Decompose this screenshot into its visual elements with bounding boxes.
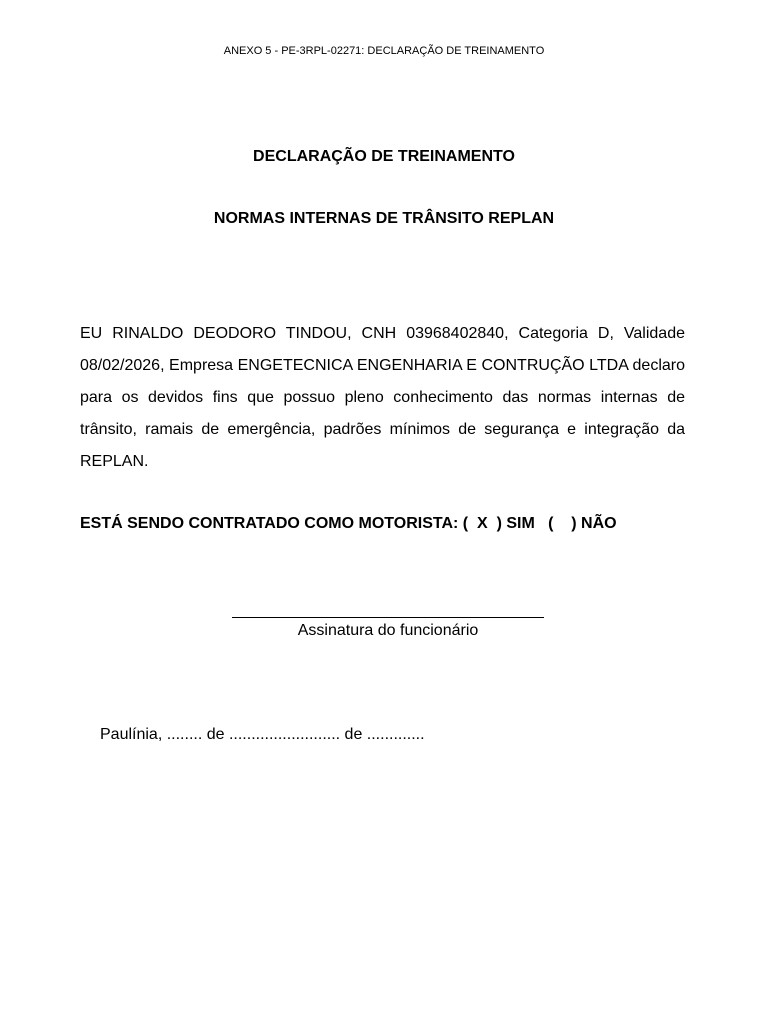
document-subtitle: NORMAS INTERNAS DE TRÂNSITO REPLAN	[213, 210, 555, 227]
document-title: DECLARAÇÃO DE TREINAMENTO	[253, 148, 515, 165]
driver-hiring-question: ESTÁ SENDO CONTRATADO COMO MOTORISTA: ( X ) SIM ( ) NÃO	[80, 515, 617, 532]
signature-label: Assinatura do funcionário	[297, 622, 479, 639]
declaration-body	[80, 318, 685, 478]
signature-line	[232, 617, 544, 618]
place-date-line: Paulínia, ........ de ......................... de .............	[100, 726, 425, 743]
document-reference-header: ANEXO 5 - PE-3RPL-02271: DECLARAÇÃO DE TREINAMENTO	[223, 45, 545, 57]
declaration-paragraph: EU RINALDO DEODORO TINDOU, CNH 03968402840, Categoria D, Validade 08/02/2026, Empresa ENGETECNICA ENGENHARIA E CONTRUÇÃO LTDA declaro para os devidos fins que possuo pleno conhecimento das normas internas de trânsito, ramais de emergência, padrões mínimos de segurança e integração da REPLAN.	[80, 325, 685, 470]
